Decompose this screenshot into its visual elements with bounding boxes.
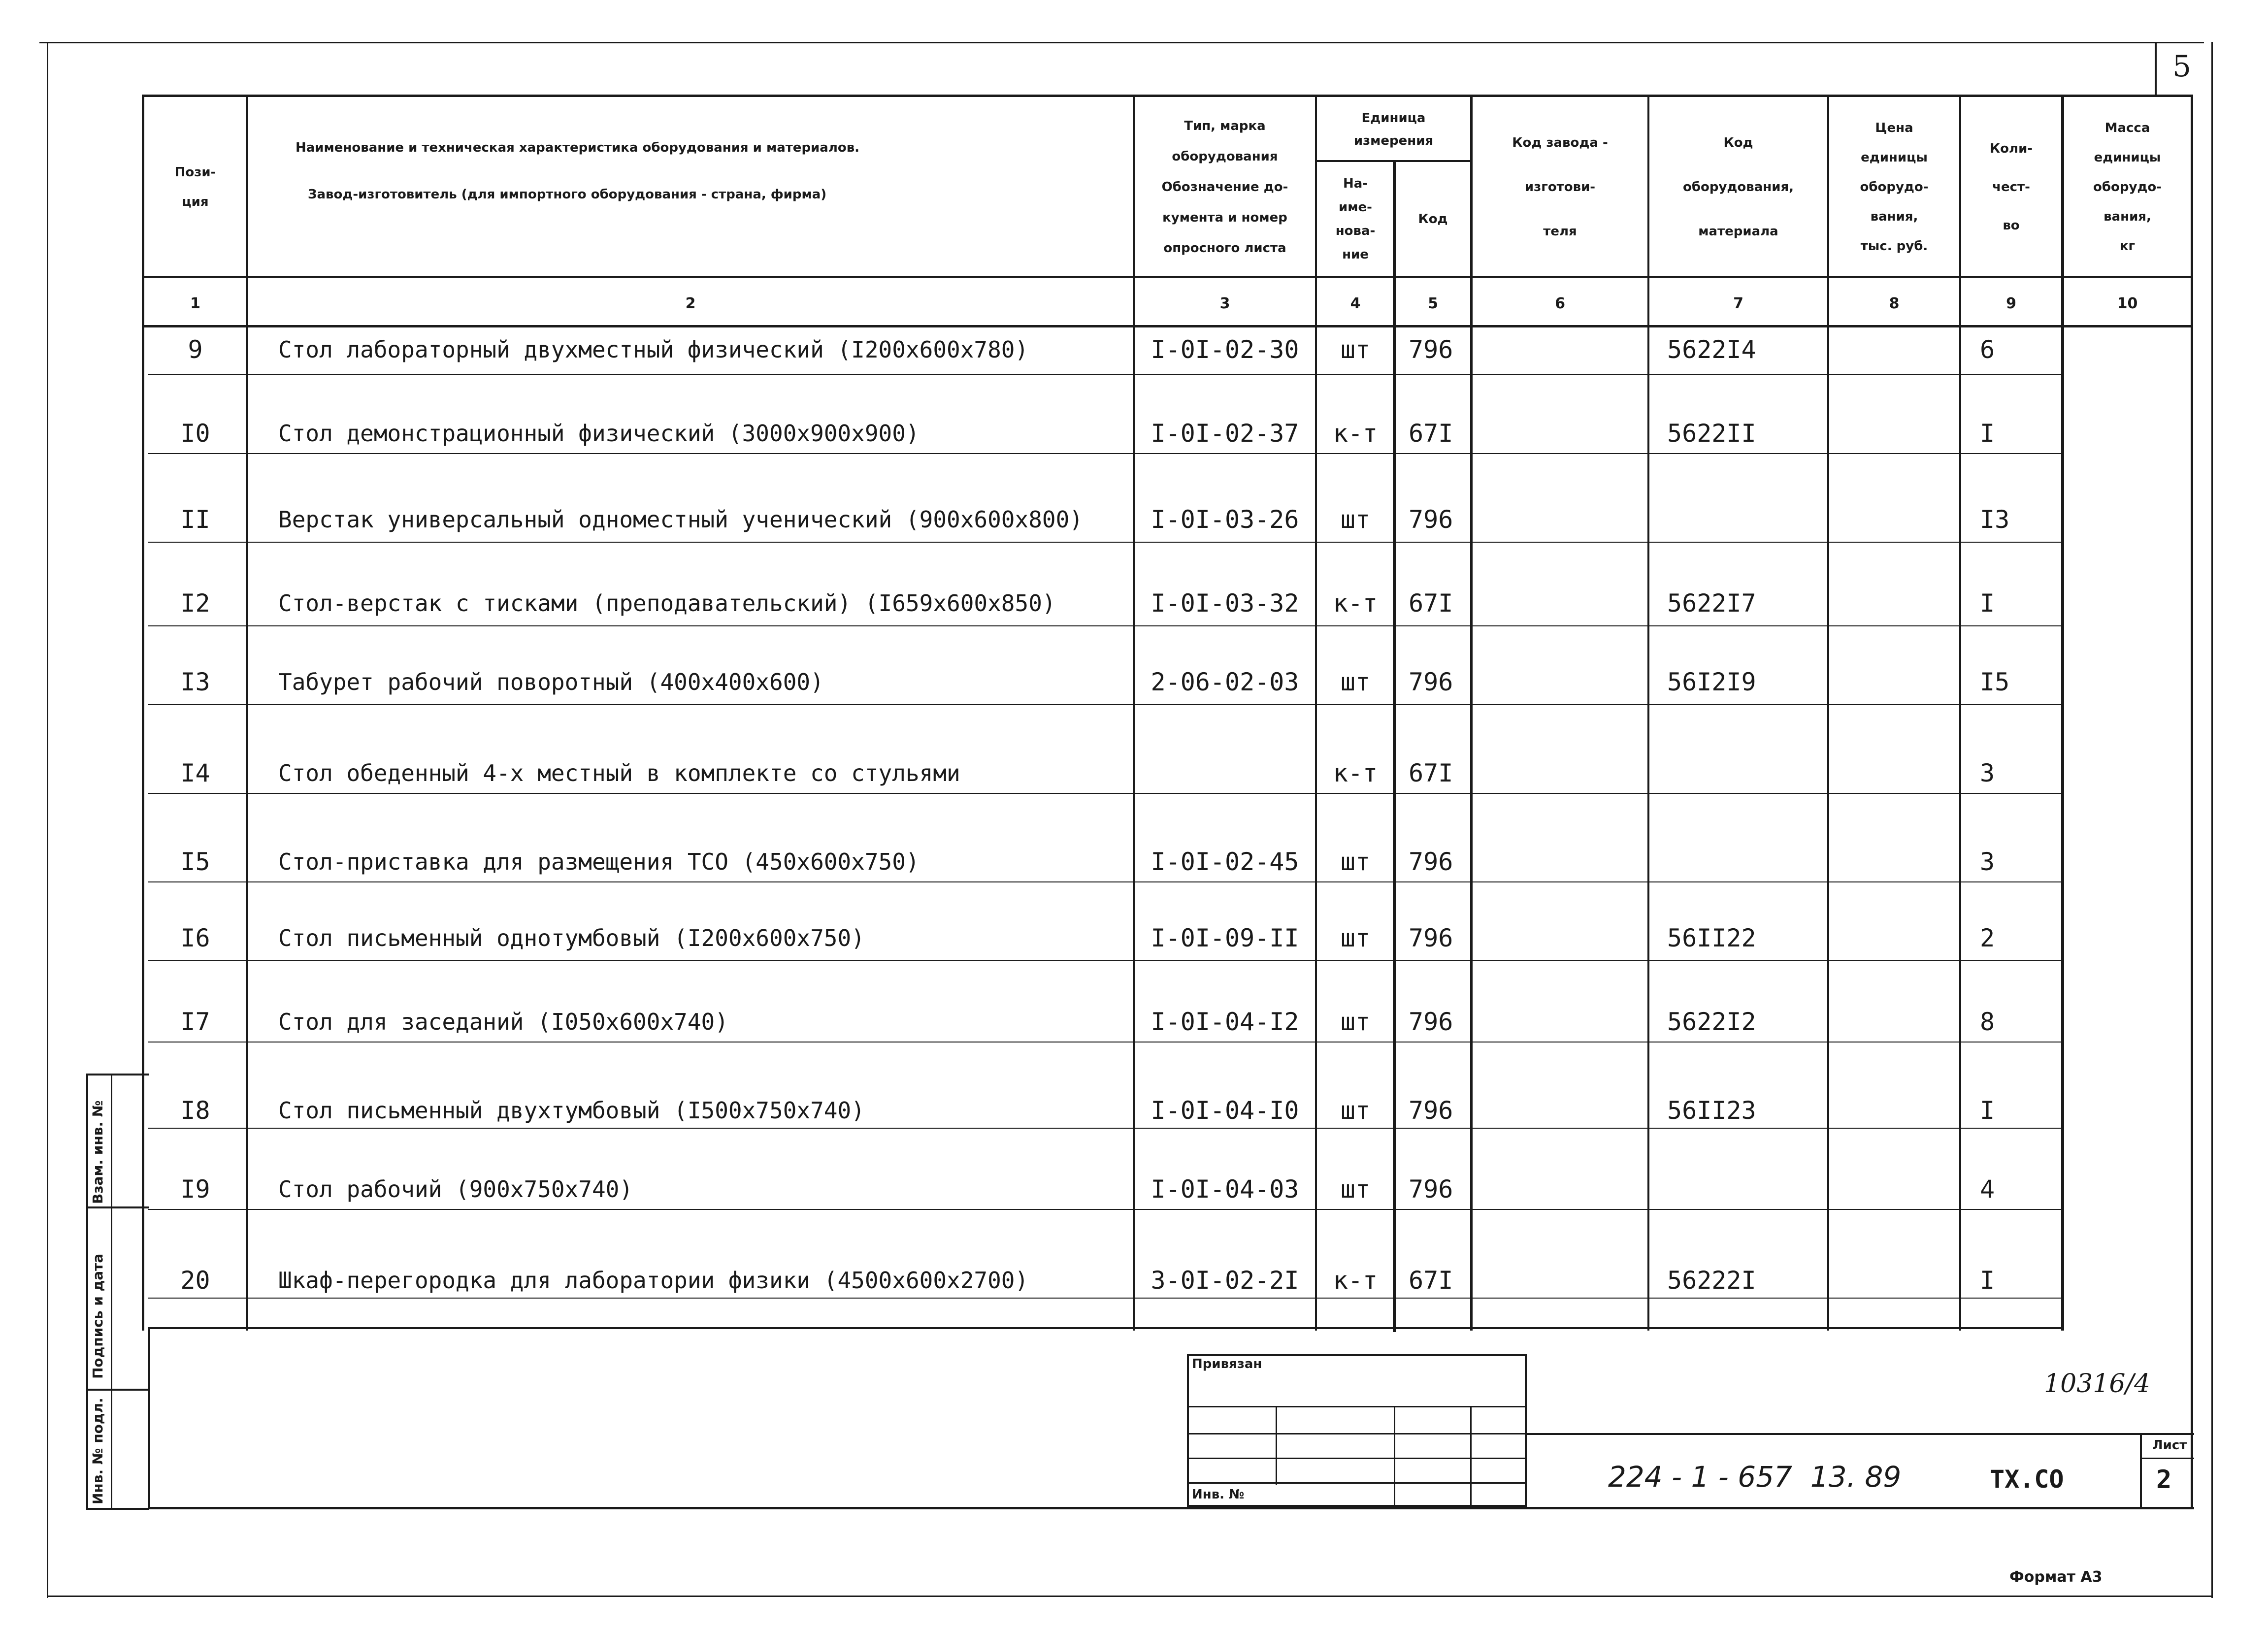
row-separator — [148, 1298, 2064, 1299]
outer-frame-top — [39, 42, 2204, 43]
row-10-unit: шт — [1340, 1096, 1371, 1125]
row-8-equip_code: 56II22 — [1667, 924, 1756, 952]
side-label-inv: Инв. № подл. — [90, 1398, 106, 1504]
col-num-9: 9 — [2006, 295, 2016, 312]
outer-frame-right — [2211, 42, 2213, 1598]
header-bottom — [142, 276, 2191, 278]
row-10-name: Стол письменный двухтумбовый (I500x750x740) — [278, 1097, 865, 1124]
row-2-equip_code: 5622II — [1667, 419, 1756, 448]
outer-frame-left — [47, 42, 48, 1598]
row-9-qty: 8 — [1980, 1008, 1995, 1036]
header-name-line1: Наименование и техническая характеристика оборудования и материалов. — [296, 140, 860, 155]
row-7-pos: I5 — [180, 847, 210, 876]
col-sep-7 — [1827, 95, 1829, 1331]
header-equipment-code: Код оборудования, материала — [1682, 135, 1794, 239]
row-12-name: Шкаф-перегородка для лаборатории физики (4500x600x2700) — [278, 1267, 1029, 1294]
numbers-bottom — [142, 325, 2191, 327]
row-6-unit: к-т — [1333, 759, 1378, 787]
col-num-8: 8 — [1889, 295, 1900, 312]
row-separator — [148, 1042, 2064, 1043]
col-num-1: 1 — [190, 295, 200, 312]
side-label-vzam: Взам. инв. № — [90, 1100, 106, 1204]
row-11-qty: 4 — [1980, 1175, 1995, 1204]
stamp-privyazan: Привязан — [1192, 1357, 1262, 1371]
row-5-code: 796 — [1409, 668, 1453, 696]
row-9-doc: I-0I-04-I2 — [1150, 1008, 1299, 1036]
table-top — [142, 95, 2191, 97]
row-3-name: Верстак универсальный одноместный ученический (900x600x800) — [278, 506, 1083, 533]
frame-bottom-line — [148, 1507, 2194, 1509]
row-3-doc: I-0I-03-26 — [1150, 505, 1299, 534]
row-8-doc: I-0I-09-II — [1150, 924, 1299, 952]
row-12-qty: I — [1980, 1266, 1995, 1295]
row-1-name: Стол лабораторный двухместный физический (I200x600x780) — [278, 336, 1029, 363]
row-3-code: 796 — [1409, 505, 1453, 534]
row-1-pos: 9 — [188, 335, 203, 364]
row-6-qty: 3 — [1980, 759, 1995, 787]
row-7-doc: I-0I-02-45 — [1150, 847, 1299, 876]
col-sep-1 — [246, 95, 248, 1331]
col-num-6: 6 — [1555, 295, 1565, 312]
col-sep-2 — [1133, 95, 1135, 1331]
row-4-code: 67I — [1409, 589, 1453, 618]
table-left — [142, 95, 144, 1331]
row-separator — [148, 1209, 2064, 1210]
row-3-unit: шт — [1340, 505, 1371, 534]
header-name-line2: Завод-изготовитель (для импортного оборудования - страна, фирма) — [308, 187, 827, 202]
row-separator — [148, 542, 2064, 543]
row-9-unit: шт — [1340, 1008, 1371, 1036]
row-separator — [148, 1128, 2064, 1129]
row-8-code: 796 — [1409, 924, 1453, 952]
row-4-doc: I-0I-03-32 — [1150, 589, 1299, 618]
row-2-name: Стол демонстрационный физический (3000x900x900) — [278, 420, 920, 447]
col-num-2: 2 — [685, 295, 696, 312]
stamp-row-3 — [1187, 1458, 1527, 1459]
row-1-doc: I-0I-02-30 — [1150, 335, 1299, 364]
title-block-top — [1527, 1433, 2194, 1435]
row-5-pos: I3 — [180, 668, 210, 696]
row-12-pos: 20 — [180, 1266, 210, 1295]
row-separator — [148, 625, 2064, 626]
row-11-name: Стол рабочий (900x750x740) — [278, 1176, 633, 1203]
row-separator — [148, 881, 2064, 882]
document-mark: ТХ.СО — [1990, 1465, 2064, 1494]
row-12-code: 67I — [1409, 1266, 1453, 1295]
row-9-pos: I7 — [180, 1008, 210, 1036]
row-6-pos: I4 — [180, 759, 210, 787]
row-separator — [148, 793, 2064, 794]
row-7-name: Стол-приставка для размещения ТСО (450x600x750) — [278, 848, 920, 875]
row-separator — [148, 960, 2064, 961]
row-11-code: 796 — [1409, 1175, 1453, 1204]
col-num-7: 7 — [1733, 295, 1743, 312]
page-number-box-left — [2155, 43, 2157, 95]
stamp-row-4 — [1187, 1482, 1527, 1484]
sheet-box-left — [2140, 1433, 2142, 1507]
row-10-doc: I-0I-04-I0 — [1150, 1096, 1299, 1125]
handwritten-number: 10316/4 — [2044, 1369, 2151, 1399]
row-5-name: Табурет рабочий поворотный (400x400x600) — [278, 669, 824, 695]
sheet-number: 2 — [2156, 1465, 2172, 1495]
col-sep-5 — [1470, 95, 1473, 1331]
row-10-code: 796 — [1409, 1096, 1453, 1125]
col-num-10: 10 — [2117, 295, 2138, 312]
row-11-pos: I9 — [180, 1175, 210, 1204]
row-7-qty: 3 — [1980, 847, 1995, 876]
stamp-col-2 — [1394, 1406, 1395, 1507]
row-5-unit: шт — [1340, 668, 1371, 696]
col-sep-8 — [1959, 95, 1961, 1331]
col-num-5: 5 — [1428, 295, 1438, 312]
row-5-qty: I5 — [1980, 668, 2010, 696]
header-mass: Масса единицы оборудо- вания, кг — [2093, 121, 2162, 254]
header-unit-code: Код — [1418, 211, 1448, 227]
side-panel-left — [86, 1074, 88, 1509]
side-panel-bottom — [86, 1508, 149, 1510]
row-4-qty: I — [1980, 589, 1995, 618]
side-panel-sep-2 — [86, 1389, 149, 1391]
row-1-equip_code: 5622I4 — [1667, 335, 1756, 364]
row-2-qty: I — [1980, 419, 1995, 448]
row-8-unit: шт — [1340, 924, 1371, 952]
row-4-pos: I2 — [180, 589, 210, 618]
header-position: Пози- ция — [174, 165, 216, 209]
row-12-equip_code: 56222I — [1667, 1266, 1756, 1295]
row-5-doc: 2-06-02-03 — [1150, 668, 1299, 696]
header-price: Цена единицы оборудо- вания, тыс. руб. — [1860, 121, 1929, 254]
col-num-3: 3 — [1219, 295, 1230, 312]
col-num-4: 4 — [1350, 295, 1361, 312]
row-separator — [148, 453, 2064, 454]
row-10-pos: I8 — [180, 1096, 210, 1125]
page-number: 5 — [2172, 49, 2192, 84]
side-panel-divider — [111, 1074, 112, 1509]
sheet-box-divider — [2140, 1458, 2194, 1459]
row-9-name: Стол для заседаний (I050x600x740) — [278, 1009, 728, 1035]
side-label-podpis: Подпись и дата — [90, 1253, 106, 1379]
col-sep-6 — [1647, 95, 1649, 1331]
header-unit-name: На- име- нова- ние — [1335, 176, 1376, 262]
stamp-privyazan-box — [1187, 1354, 1527, 1507]
stamp-row-1 — [1187, 1406, 1527, 1407]
stamp-col-3 — [1470, 1406, 1472, 1507]
side-panel-sep-1 — [86, 1206, 149, 1208]
row-6-code: 67I — [1409, 759, 1453, 787]
row-10-qty: I — [1980, 1096, 1995, 1125]
side-panel-top — [86, 1074, 149, 1075]
frame-left-bottom — [148, 1327, 150, 1509]
row-8-pos: I6 — [180, 924, 210, 952]
row-8-qty: 2 — [1980, 924, 1995, 952]
row-11-unit: шт — [1340, 1175, 1371, 1204]
row-separator — [148, 374, 2064, 375]
row-2-code: 67I — [1409, 419, 1453, 448]
row-11-doc: I-0I-04-03 — [1150, 1175, 1299, 1204]
row-2-pos: I0 — [180, 419, 210, 448]
row-2-doc: I-0I-02-37 — [1150, 419, 1299, 448]
row-9-equip_code: 5622I2 — [1667, 1008, 1756, 1036]
row-10-equip_code: 56II23 — [1667, 1096, 1756, 1125]
row-1-qty: 6 — [1980, 335, 1995, 364]
header-plant-code: Код завода - изготови- теля — [1512, 135, 1608, 239]
stamp-col-1 — [1276, 1406, 1277, 1485]
document-code: 224 - 1 - 657 13. 89 — [1608, 1460, 1902, 1494]
row-7-code: 796 — [1409, 847, 1453, 876]
row-1-code: 796 — [1409, 335, 1453, 364]
format-label: Формат А3 — [2009, 1568, 2103, 1586]
row-4-name: Стол-верстак с тисками (преподавательский) (I659x600x850) — [278, 590, 1056, 617]
row-6-name: Стол обеденный 4-х местный в комплекте со стульями — [278, 760, 960, 786]
row-4-unit: к-т — [1333, 589, 1378, 618]
stamp-inv-no: Инв. № — [1192, 1487, 1245, 1502]
row-12-unit: к-т — [1333, 1266, 1378, 1295]
row-9-code: 796 — [1409, 1008, 1453, 1036]
row-8-name: Стол письменный однотумбовый (I200x600x750) — [278, 925, 865, 951]
row-12-doc: 3-0I-02-2I — [1150, 1266, 1299, 1295]
row-5-equip_code: 56I2I9 — [1667, 668, 1756, 696]
col-sep-3 — [1315, 95, 1317, 1331]
row-4-equip_code: 5622I7 — [1667, 589, 1756, 618]
row-3-qty: I3 — [1980, 505, 2010, 534]
col-sep-9 — [2061, 95, 2064, 1331]
table-bottom — [148, 1327, 2064, 1329]
row-separator — [148, 704, 2064, 705]
outer-frame-bottom — [47, 1596, 2211, 1597]
header-type-mark: Тип, марка оборудования Обозначение до- кумента и номер опросного листа — [1161, 119, 1288, 256]
header-unit-group: Единица измерения — [1353, 110, 1434, 148]
row-7-unit: шт — [1340, 847, 1371, 876]
row-3-pos: II — [180, 505, 210, 534]
header-quantity: Коли- чест- во — [1989, 141, 2033, 233]
row-2-unit: к-т — [1333, 419, 1378, 448]
row-1-unit: шт — [1340, 335, 1371, 364]
sheet-label: Лист — [2152, 1438, 2187, 1453]
stamp-row-2 — [1187, 1433, 1527, 1434]
table-right — [2191, 95, 2193, 1508]
